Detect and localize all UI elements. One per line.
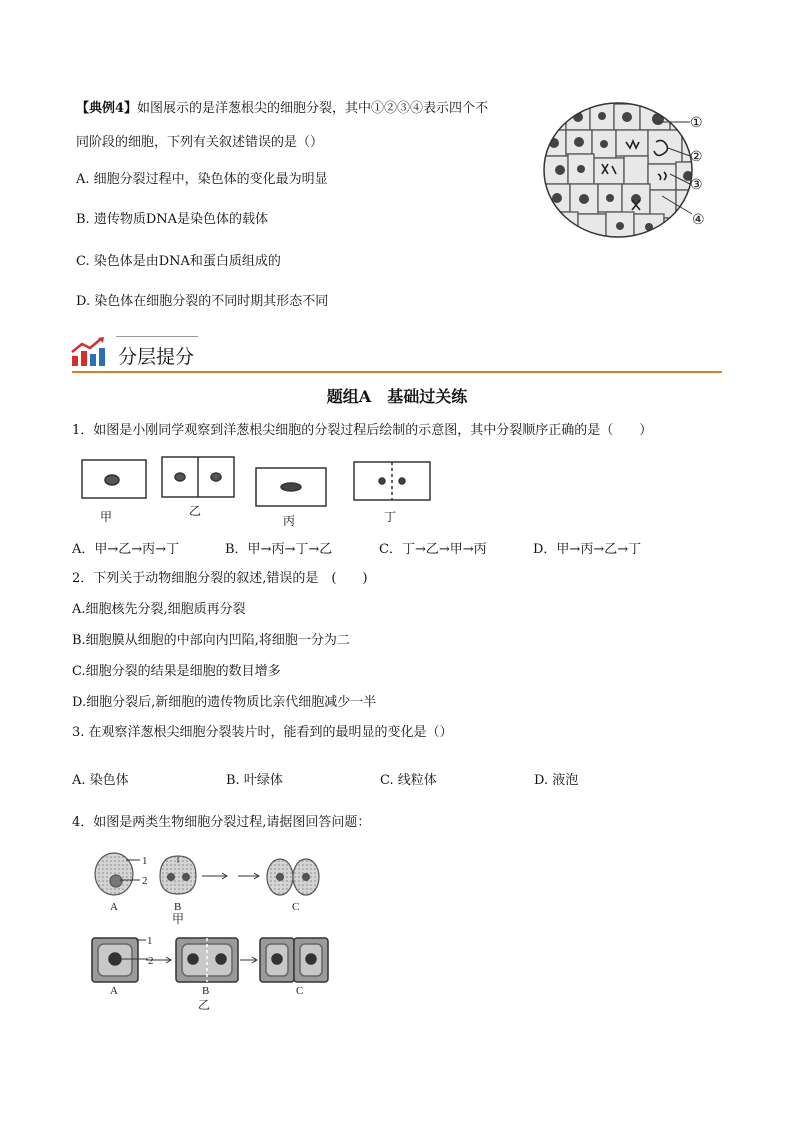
micrograph-label-1: ① [690, 116, 703, 131]
q4-cell-division-figure [86, 848, 336, 1012]
q4-stem: 4．如图是两类生物细胞分裂过程,请据图回答问题： [72, 815, 371, 830]
section-title: 分层提分 [118, 346, 195, 368]
q3-option-d: D. 液泡 [534, 773, 579, 788]
example-option-d: D. 染色体在细胞分裂的不同时期其形态不同 [76, 294, 329, 309]
micrograph-label-4: ④ [692, 213, 705, 228]
q3-option-b: B. 叶绿体 [226, 773, 283, 788]
q4-row1-stage-c: C [292, 901, 300, 913]
section-title-overline [116, 336, 198, 337]
group-title: 题组A 基础过关练 [326, 387, 468, 406]
q3-option-c: C. 线粒体 [380, 773, 437, 788]
chart-growth-icon [70, 336, 110, 368]
q1-option-a: A．甲→乙→丙→丁 [72, 542, 180, 557]
q2-option-a: A.细胞核先分裂,细胞质再分裂 [72, 602, 246, 617]
q4-row1-stage-b: B [174, 901, 182, 913]
q4-row1-stage-a: A [110, 901, 118, 913]
example-option-b: B. 遗传物质DNA是染色体的载体 [76, 212, 269, 227]
q1-options [72, 538, 641, 557]
q3-option-a: A. 染色体 [72, 773, 129, 788]
q1-stem: 1．如图是小刚同学观察到洋葱根尖细胞的分裂过程后绘制的示意图，其中分裂顺序正确的是（ ） [72, 423, 653, 438]
example-option-c: C. 染色体是由DNA和蛋白质组成的 [76, 254, 281, 269]
example-stem-line2: 同阶段的细胞，下列有关叙述错误的是（） [76, 135, 324, 150]
section-rule [72, 371, 722, 373]
q3-options [72, 769, 578, 788]
example-option-a: A. 细胞分裂过程中，染色体的变化最为明显 [76, 172, 328, 187]
example-stem-line1: 【典例4】如图展示的是洋葱根尖的细胞分裂，其中①②③④表示四个不 [76, 101, 489, 116]
micrograph-label-3: ③ [690, 178, 703, 193]
q2-option-d: D.细胞分裂后,新细胞的遗传物质比亲代细胞减少一半 [72, 695, 377, 710]
onion-root-tip-micrograph [540, 100, 720, 240]
q4-row2-pointer-1: 1 [147, 935, 153, 947]
q1-label-ding: 丁 [384, 510, 397, 524]
q2-stem: 2．下列关于动物细胞分裂的叙述,错误的是 ( ) [72, 571, 368, 586]
q1-option-c: C．丁→乙→甲→丙 [379, 542, 487, 557]
q1-option-b: B．甲→丙→丁→乙 [225, 542, 333, 557]
q1-label-bing: 丙 [283, 514, 296, 528]
q2-option-c: C.细胞分裂的结果是细胞的数目增多 [72, 664, 281, 679]
q1-label-jia: 甲 [100, 510, 113, 524]
q4-row2-caption: 乙 [198, 998, 211, 1012]
q1-option-d: D．甲→丙→乙→丁 [533, 542, 642, 557]
q3-stem: 3. 在观察洋葱根尖细胞分裂装片时，能看到的最明显的变化是（） [72, 725, 453, 740]
q4-row1-pointer-2: 2 [142, 875, 148, 887]
q4-row1-caption: 甲 [172, 912, 185, 926]
q2-option-b: B.细胞膜从细胞的中部向内凹陷,将细胞一分为二 [72, 633, 350, 648]
q4-row1-pointer-1: 1 [142, 855, 148, 867]
micrograph-label-2: ② [690, 150, 703, 165]
q1-label-yi: 乙 [189, 504, 202, 518]
example-title-prefix: 【典例4】 [76, 101, 138, 116]
q4-row2-stage-b: B [202, 985, 210, 997]
q4-row2-stage-c: C [296, 985, 304, 997]
q4-row2-pointer-2: 2 [148, 955, 154, 967]
q4-row2-stage-a: A [110, 985, 118, 997]
